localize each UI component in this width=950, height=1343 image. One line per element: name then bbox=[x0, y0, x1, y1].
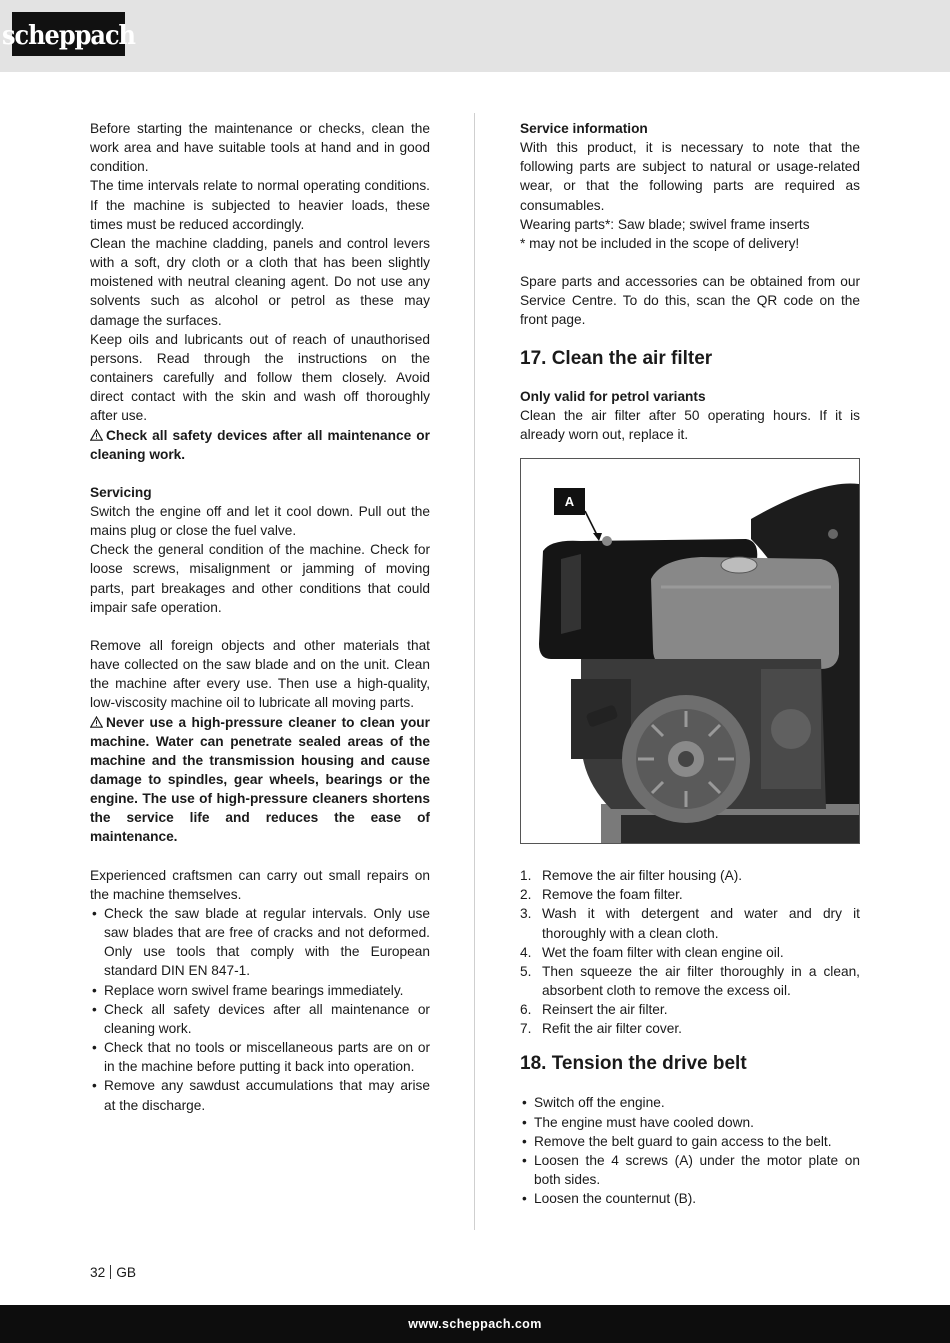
right-column bbox=[520, 119, 860, 1208]
craftsmen-paragraph: Experienced craftsmen can carry out small repairs on the machine themselves. bbox=[90, 867, 430, 902]
step-text: Wash it with detergent and water and dry it thoroughly with a clean cloth. bbox=[542, 906, 860, 941]
footer-separator bbox=[110, 1265, 111, 1279]
list-item bbox=[520, 885, 860, 904]
intro-paragraph: Clean the machine cladding, panels and control levers with a soft, dry cloth or a cloth that has been slightly moistened with neutral cleaning agent. Do not use any solvents such as alcohol or petrol as these may damage the surfaces. bbox=[90, 235, 430, 328]
safety-warning bbox=[90, 426, 430, 464]
list-item: • Replace worn swivel frame bearings immediately. bbox=[90, 981, 430, 1000]
page-number bbox=[90, 1265, 136, 1280]
spare-parts-paragraph: Spare parts and accessories can be obtained from our Service Centre. To do this, scan the QR code on the front page. bbox=[520, 274, 860, 328]
warning-icon bbox=[90, 716, 103, 728]
warning-text: Never use a high-pressure cleaner to clean your machine. Water can penetrate sealed areas of the machine and the transmission housing and cause damage to spindles, gear wheels, bearings or the engine. The use of high-pressure cleaners shortens the service life and reduces the ease of maintenance. bbox=[90, 714, 430, 845]
step-number: 4. bbox=[520, 944, 532, 960]
warning-icon bbox=[90, 429, 103, 441]
list-item bbox=[520, 962, 860, 1000]
petrol-paragraph: Clean the air filter after 50 operating hours. If it is already worn out, replace it. bbox=[520, 407, 860, 442]
repair-list bbox=[90, 904, 430, 1115]
foreign-objects-paragraph: Remove all foreign objects and other materials that have collected on the saw blade and on the unit. Clean the machine after every use. Then use a high-quality, low-viscosity machine oil to lubricate all moving parts. bbox=[90, 637, 430, 711]
step-text: Remove the foam filter. bbox=[542, 887, 683, 903]
page-number-value: 32 bbox=[90, 1265, 106, 1280]
language-code: GB bbox=[116, 1265, 137, 1280]
list-item: • Check that no tools or miscellaneous parts are on or in the machine before putting it back into operation. bbox=[90, 1038, 430, 1076]
brand-logo: scheppach bbox=[12, 12, 125, 56]
step-text: Then squeeze the air filter thoroughly in a clean, absorbent cloth to remove the excess oil. bbox=[542, 963, 860, 998]
air-filter-steps bbox=[520, 866, 860, 1038]
drive-belt-list bbox=[520, 1093, 860, 1208]
list-item bbox=[520, 1019, 860, 1038]
list-item bbox=[520, 866, 860, 885]
section-17-title: 17. Clean the air filter bbox=[520, 347, 713, 369]
step-text: Refit the air filter cover. bbox=[542, 1021, 682, 1037]
step-number: 7. bbox=[520, 1021, 532, 1037]
step-number: 6. bbox=[520, 1002, 532, 1018]
header-bar bbox=[0, 0, 950, 72]
scope-note: * may not be included in the scope of delivery! bbox=[520, 235, 800, 251]
service-info-heading: Service information bbox=[520, 121, 648, 136]
service-info-paragraph: With this product, it is necessary to note that the following parts are subject to natural or usage-related wear, or that the following parts are required as consumables. bbox=[520, 140, 860, 213]
intro-paragraph: Keep oils and lubricants out of reach of unauthorised persons. Read through the instructions on the containers carefully and follow them closely. Avoid direct contact with the skin and wash off thoroughly after use. bbox=[90, 331, 430, 424]
list-item: • Check all safety devices after all maintenance or cleaning work. bbox=[90, 1000, 430, 1038]
step-text: Remove the air filter housing (A). bbox=[542, 868, 743, 884]
servicing-heading: Servicing bbox=[90, 484, 152, 500]
warning-text: Check all safety devices after all maintenance or cleaning work. bbox=[90, 427, 430, 462]
step-number: 5. bbox=[520, 963, 532, 979]
section-18-title: 18. Tension the drive belt bbox=[520, 1053, 747, 1075]
website-link[interactable]: www.scheppach.com bbox=[408, 1317, 542, 1331]
list-item: • Loosen the 4 screws (A) under the motor plate on both sides. bbox=[520, 1151, 860, 1189]
intro-paragraph: The time intervals relate to normal operating conditions. If the machine is subjected to heavier loads, these times must be reduced accordingly. bbox=[90, 178, 430, 232]
step-number: 1. bbox=[520, 868, 532, 884]
step-number: 3. bbox=[520, 906, 532, 922]
list-item: • Remove the belt guard to gain access to the belt. bbox=[520, 1132, 860, 1151]
step-text: Reinsert the air filter. bbox=[542, 1002, 668, 1018]
step-number: 2. bbox=[520, 887, 532, 903]
left-column bbox=[90, 119, 430, 1115]
servicing-paragraph: Switch the engine off and let it cool down. Pull out the mains plug or close the fuel valve. bbox=[90, 503, 430, 539]
column-divider bbox=[474, 113, 475, 1230]
list-item bbox=[520, 943, 860, 962]
servicing-paragraph: Check the general condition of the machine. Check for loose screws, misalignment or jamming of moving parts, part breakages and other conditions that could impair safe operation. bbox=[90, 542, 430, 615]
list-item bbox=[520, 1000, 860, 1019]
intro-paragraph: Before starting the maintenance or checks, clean the work area and have suitable tools at hand and in good condition. bbox=[90, 121, 430, 175]
list-item: • The engine must have cooled down. bbox=[520, 1113, 860, 1132]
petrol-heading: Only valid for petrol variants bbox=[520, 388, 706, 404]
footer-bar bbox=[0, 1305, 950, 1343]
list-item: • Remove any sawdust accumulations that may arise at the discharge. bbox=[90, 1076, 430, 1114]
list-item bbox=[520, 904, 860, 942]
engine-illustration bbox=[521, 459, 859, 843]
pressure-cleaner-warning bbox=[90, 713, 430, 847]
list-item: • Loosen the counternut (B). bbox=[520, 1189, 860, 1208]
list-item: • Switch off the engine. bbox=[520, 1093, 860, 1112]
engine-figure bbox=[520, 458, 860, 844]
wearing-parts: Wearing parts*: Saw blade; swivel frame inserts bbox=[520, 216, 810, 232]
figure-label-a: A bbox=[554, 488, 585, 515]
step-text: Wet the foam filter with clean engine oil. bbox=[542, 944, 784, 960]
list-item: • Check the saw blade at regular intervals. Only use saw blades that are free of cracks and not deformed. Only use tools that comply with the European standard DIN EN 847-1. bbox=[90, 904, 430, 981]
